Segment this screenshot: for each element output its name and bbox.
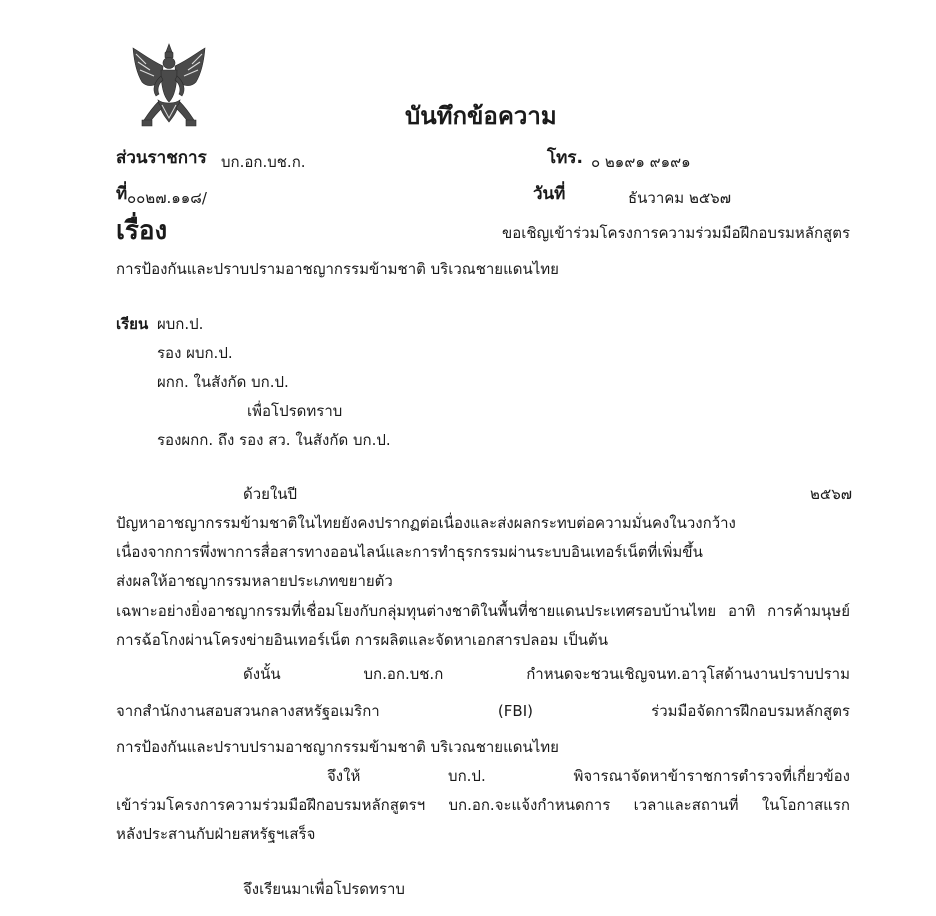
addressee-line: ผกก. ในสังกัด บก.ป.: [157, 373, 289, 391]
subject-label: เรื่อง: [116, 216, 168, 246]
text-segment: จากสำนักงานสอบสวนกลางสหรัฐอเมริกา: [116, 702, 380, 720]
text-segment: เวลาและสถานที่: [633, 796, 739, 814]
text-segment: พิจารณาจัดหาข้าราชการตำรวจที่เกี่ยวข้อง: [573, 767, 850, 785]
text-segment: จึงให้: [327, 767, 361, 785]
text-segment: เข้าร่วมโครงการความร่วมมือฝึกอบรมหลักสูตรฯ: [116, 796, 426, 814]
paragraph-1-line: การฉ้อโกงผ่านโครงข่ายอินเทอร์เน็ต การผลิตและจัดหาเอกสารปลอม เป็นต้น: [116, 631, 609, 649]
text-segment: กำหนดจะชวนเชิญจนท.อาวุโสด้านงานปราบปราม: [526, 665, 850, 683]
text-segment: (FBI): [497, 702, 533, 720]
paragraph-3-line-justified: [327, 766, 850, 786]
text-segment: ร่วมมือจัดการฝึกอบรมหลักสูตร: [651, 702, 850, 720]
closing-line: จึงเรียนมาเพื่อโปรดทราบ: [243, 880, 405, 898]
telephone-value: ๐ ๒๑๙๑ ๙๑๙๑: [591, 153, 691, 171]
document-number-label: ที่: [116, 184, 128, 204]
telephone-label: โทร.: [547, 148, 583, 168]
addressee-line: รอง ผบก.ป.: [157, 344, 233, 362]
document-number-value: ๐๐๒๗.๑๑๘/: [127, 189, 207, 207]
subject-line-2: การป้องกันและปราบปรามอาชญากรรมข้ามชาติ บริเวณชายแดนไทย: [116, 260, 559, 278]
paragraph-2-line: การป้องกันและปราบปรามอาชญากรรมข้ามชาติ บริเวณชายแดนไทย: [116, 738, 559, 756]
paragraph-1-line-justified: [116, 601, 850, 621]
text-segment: ในโอกาสแรก: [761, 796, 850, 814]
subject-line-1: ขอเชิญเข้าร่วมโครงการความร่วมมือฝึกอบรมหลักสูตร: [501, 224, 850, 242]
paragraph-3-line: หลังประสานกับฝ่ายสหรัฐฯเสร็จ: [116, 825, 316, 843]
garuda-emblem-icon: [128, 42, 210, 128]
addressee-line: เพื่อโปรดทราบ: [247, 402, 343, 420]
department-value: บก.อก.บช.ก.: [221, 153, 306, 171]
paragraph-3-line-justified: [116, 795, 850, 815]
paragraph-2-line-justified: [243, 664, 850, 684]
paragraph-1-line: ส่งผลให้อาชญากรรมหลายประเภทขยายตัว: [116, 572, 393, 590]
addressee-value: ผบก.ป.: [157, 315, 204, 333]
date-label: วันที่: [533, 184, 566, 204]
date-value: ธันวาคม ๒๕๖๗: [628, 189, 731, 207]
text-segment: เฉพาะอย่างยิ่งอาชญากรรมที่เชื่อมโยงกับกลุ่มทุนต่างชาติในพื้นที่ชายแดนประเทศรอบบ้านไทย: [116, 602, 717, 620]
paragraph-1-start: ด้วยในปี: [243, 485, 298, 503]
text-segment: บก.อก.จะแจ้งกำหนดการ: [448, 796, 611, 814]
paragraph-2-line-justified: [116, 701, 850, 721]
addressee-label: เรียน: [116, 315, 149, 333]
paragraph-1-line: เนื่องจากการพึ่งพาการสื่อสารทางออนไลน์และการทำธุรกรรมผ่านระบบอินเทอร์เน็ตที่เพิ่มขึ้น: [116, 543, 703, 561]
paragraph-1-line: ปัญหาอาชญากรรมข้ามชาติในไทยยังคงปรากฏต่อเนื่องและส่งผลกระทบต่อความมั่นคงในวงกว้าง: [116, 514, 736, 532]
addressee-line: รองผกก. ถึง รอง สว. ในสังกัด บก.ป.: [157, 431, 391, 449]
text-segment: ดังนั้น: [243, 665, 281, 683]
paragraph-1-year: ๒๕๖๗: [809, 485, 852, 503]
text-segment: บก.อก.บช.ก: [363, 665, 444, 683]
text-segment: อาทิ: [727, 602, 756, 620]
text-segment: การค้ามนุษย์: [767, 602, 850, 620]
department-label: ส่วนราชการ: [116, 148, 207, 168]
document-title: บันทึกข้อความ: [405, 102, 557, 130]
text-segment: บก.ป.: [448, 767, 486, 785]
